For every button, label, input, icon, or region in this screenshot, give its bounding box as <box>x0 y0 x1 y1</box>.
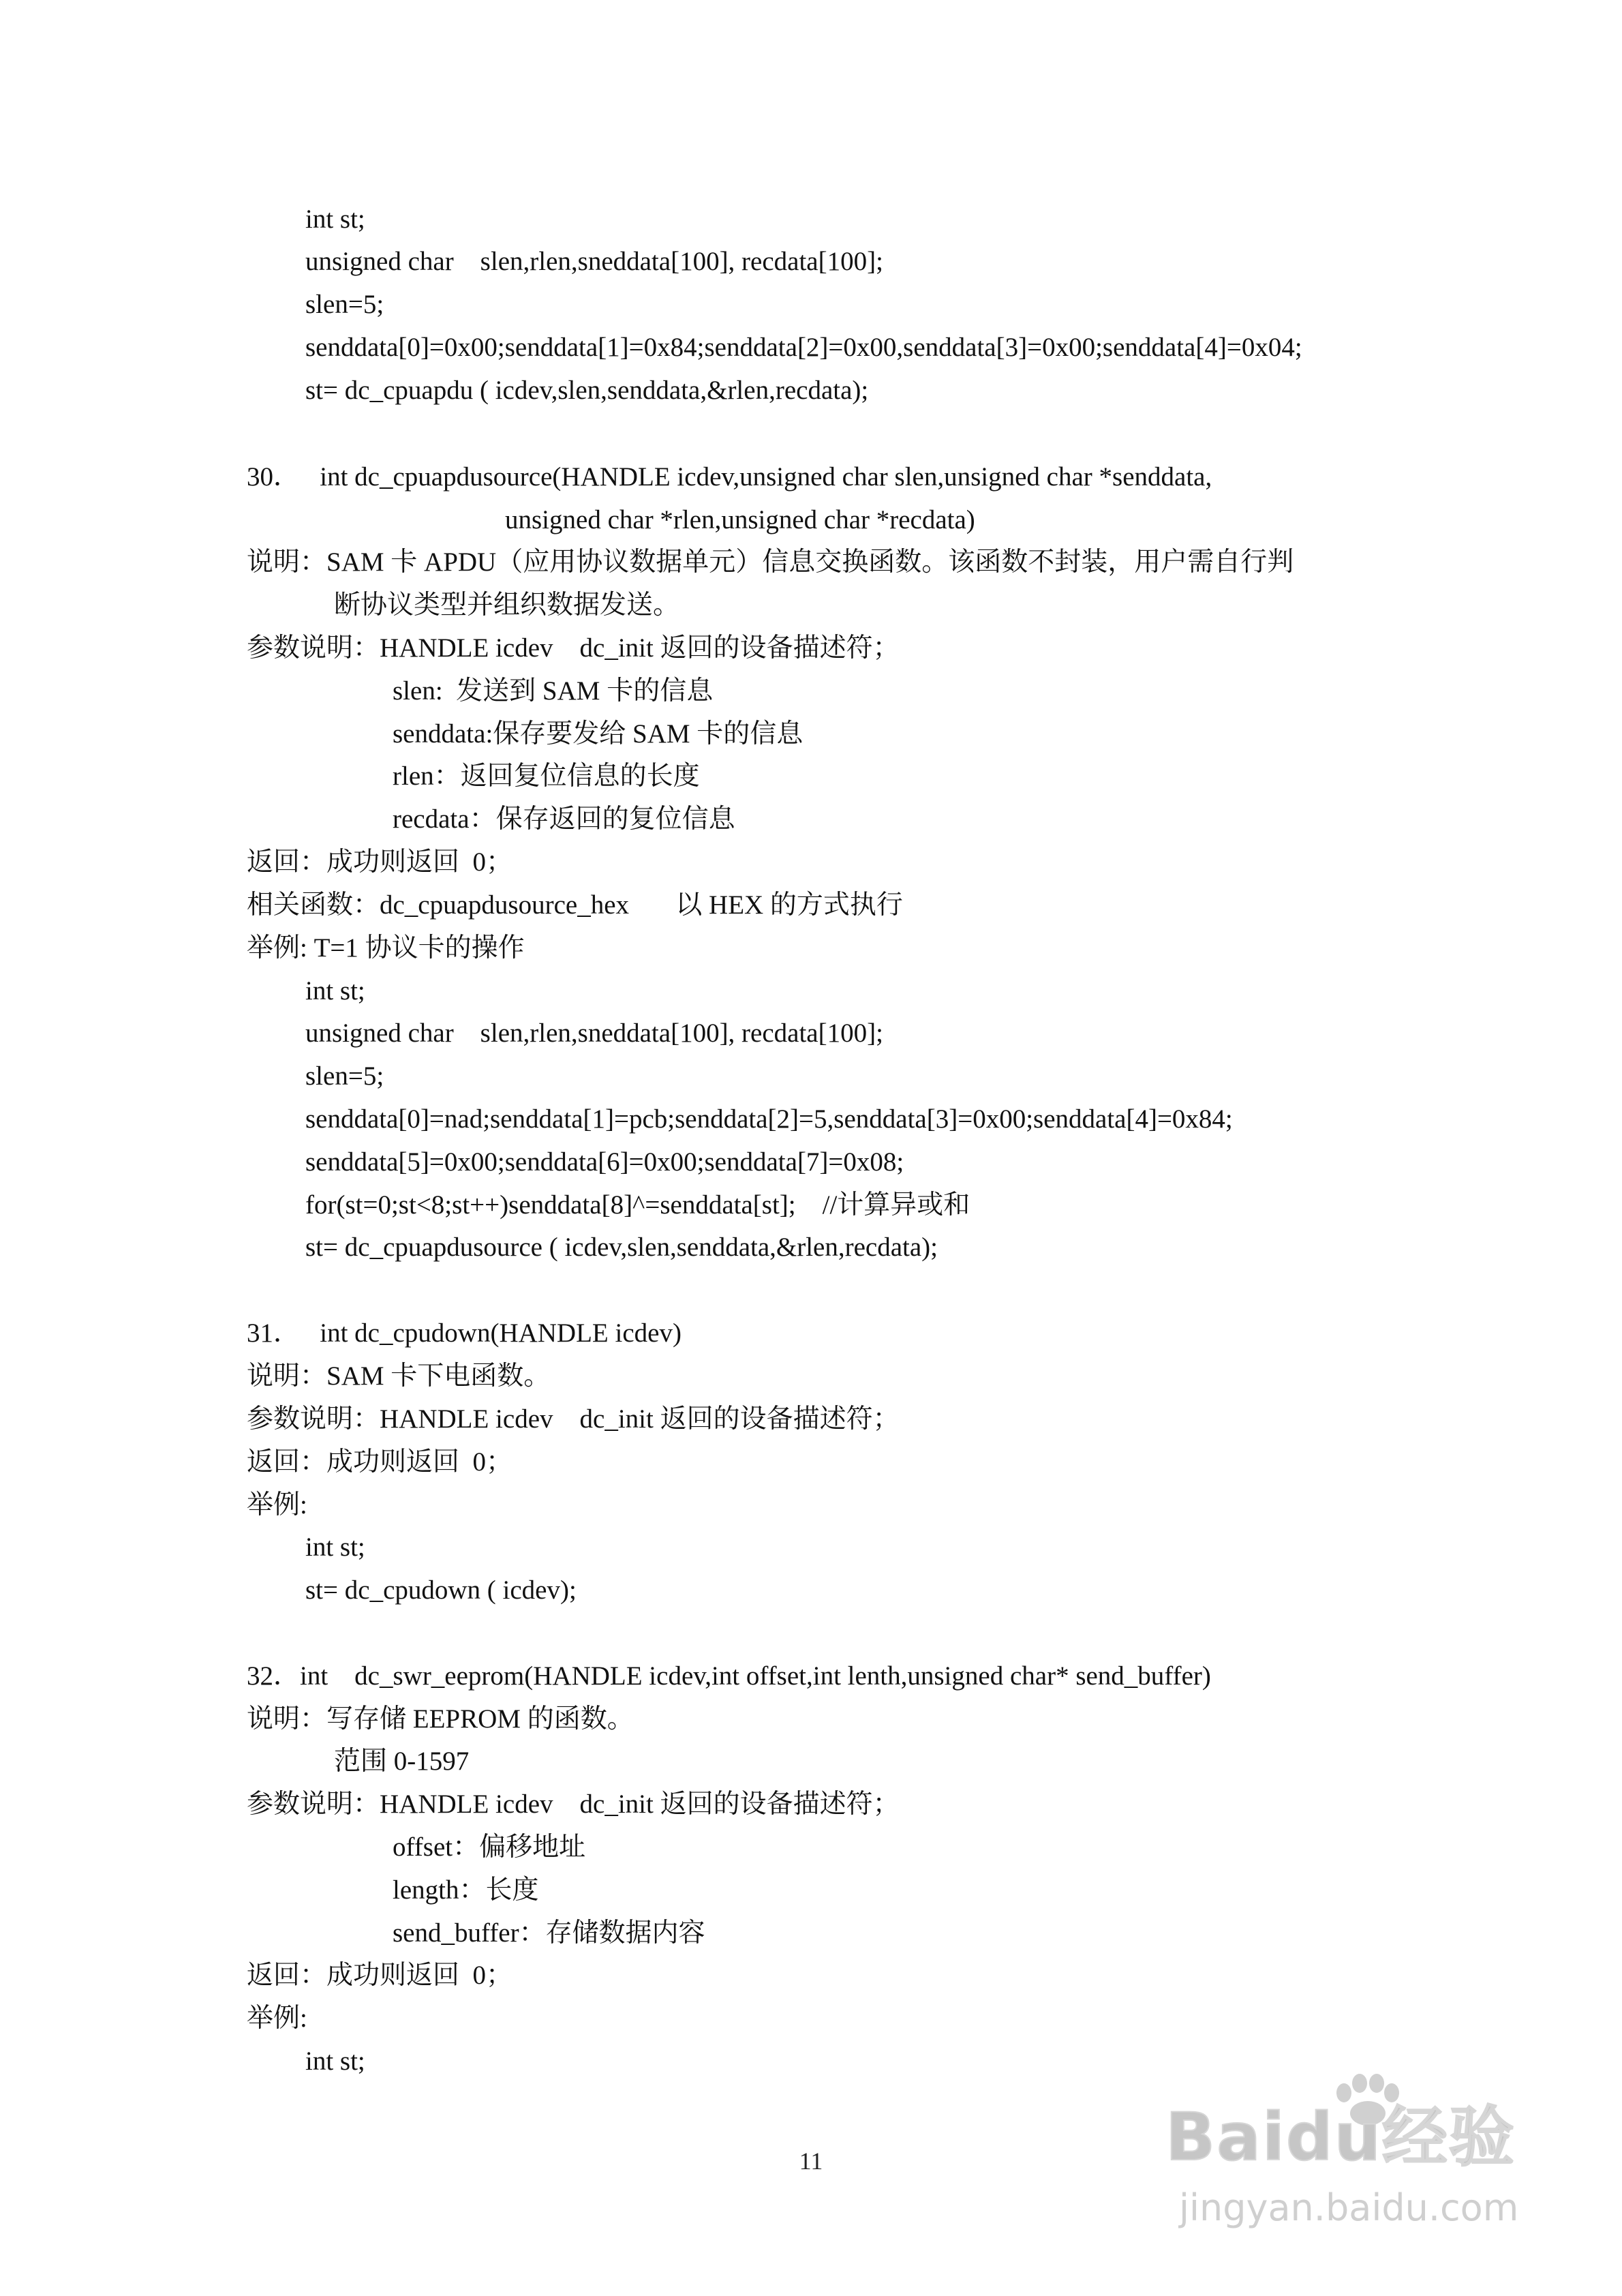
code-line: slen=5; <box>305 1061 384 1091</box>
watermark-logo: Baidu经验 <box>1165 2099 1516 2175</box>
description: 说明：写存储 EEPROM 的函数。 <box>247 1704 634 1734</box>
parameter-item: slen: 发送到 SAM 卡的信息 <box>393 676 714 706</box>
return-value: 返回：成功则返回 0； <box>247 847 513 877</box>
code-line: int st; <box>305 2046 365 2076</box>
code-line: st= dc_cpuapdusource ( icdev,slen,senddata,&rlen,recdata); <box>305 1233 938 1262</box>
return-value: 返回：成功则返回 0； <box>247 1961 513 1990</box>
section-heading: 31． int dc_cpudown(HANDLE icdev) <box>247 1318 682 1348</box>
code-line: slen=5; <box>305 290 384 319</box>
code-line: st= dc_cpuapdu ( icdev,slen,senddata,&rlen,recdata); <box>305 376 869 405</box>
code-line: senddata[0]=nad;senddata[1]=pcb;senddata[2]=5,senddata[3]=0x00;senddata[4]=0x84; <box>305 1104 1233 1134</box>
code-line: senddata[5]=0x00;senddata[6]=0x00;senddata[7]=0x08; <box>305 1147 904 1177</box>
watermark <box>1152 2072 1533 2236</box>
example-label: 举例: T=1 协议卡的操作 <box>247 933 525 963</box>
code-line: int st; <box>305 205 365 234</box>
example-label: 举例: <box>247 1490 307 1520</box>
parameter-item: length：长度 <box>393 1875 539 1905</box>
parameter-item: senddata:保存要发给 SAM 卡的信息 <box>393 719 804 749</box>
section-heading: 30． int dc_cpuapdusource(HANDLE icdev,unsigned char slen,unsigned char *senddata, <box>247 462 1212 492</box>
page-number: 11 <box>799 2147 823 2175</box>
code-line: senddata[0]=0x00;senddata[1]=0x84;senddata[2]=0x00,senddata[3]=0x00;senddata[4]=0x04; <box>305 333 1302 362</box>
code-line: int st; <box>305 976 365 1006</box>
return-value: 返回：成功则返回 0； <box>247 1447 513 1477</box>
parameter-item: rlen：返回复位信息的长度 <box>393 761 700 791</box>
code-line: int st; <box>305 1532 365 1562</box>
parameters-label: 参数说明：HANDLE icdev dc_init 返回的设备描述符； <box>247 1404 900 1434</box>
parameter-item: offset：偏移地址 <box>393 1832 586 1862</box>
watermark-url: jingyan.baidu.com <box>1179 2186 1519 2229</box>
code-line: for(st=0;st<8;st++)senddata[8]^=senddata[st]; //计算异或和 <box>305 1190 970 1220</box>
code-line: st= dc_cpudown ( icdev); <box>305 1575 577 1605</box>
parameters-label: 参数说明：HANDLE icdev dc_init 返回的设备描述符； <box>247 633 900 663</box>
description-continuation: 范围 0-1597 <box>334 1747 470 1776</box>
section-heading-continuation: unsigned char *rlen,unsigned char *recdata) <box>505 505 975 534</box>
example-label: 举例: <box>247 2004 307 2033</box>
parameter-item: send_buffer：存储数据内容 <box>393 1918 705 1948</box>
section-heading: 32．int dc_swr_eeprom(HANDLE icdev,int offset,int lenth,unsigned char* send_buffer) <box>247 1661 1211 1691</box>
parameter-item: recdata：保存返回的复位信息 <box>393 804 735 834</box>
description: 说明：SAM 卡下电函数。 <box>247 1361 551 1391</box>
description-continuation: 断协议类型并组织数据发送。 <box>334 590 680 620</box>
code-line: unsigned char slen,rlen,sneddata[100], recdata[100]; <box>305 247 883 276</box>
code-line: unsigned char slen,rlen,sneddata[100], recdata[100]; <box>305 1018 883 1048</box>
description: 说明：SAM 卡 APDU（应用协议数据单元）信息交换函数。该函数不封装，用户需自行判 <box>247 547 1294 577</box>
parameters-label: 参数说明：HANDLE icdev dc_init 返回的设备描述符； <box>247 1789 900 1819</box>
related-functions: 相关函数：dc_cpuapdusource_hex 以 HEX 的方式执行 <box>247 890 903 920</box>
